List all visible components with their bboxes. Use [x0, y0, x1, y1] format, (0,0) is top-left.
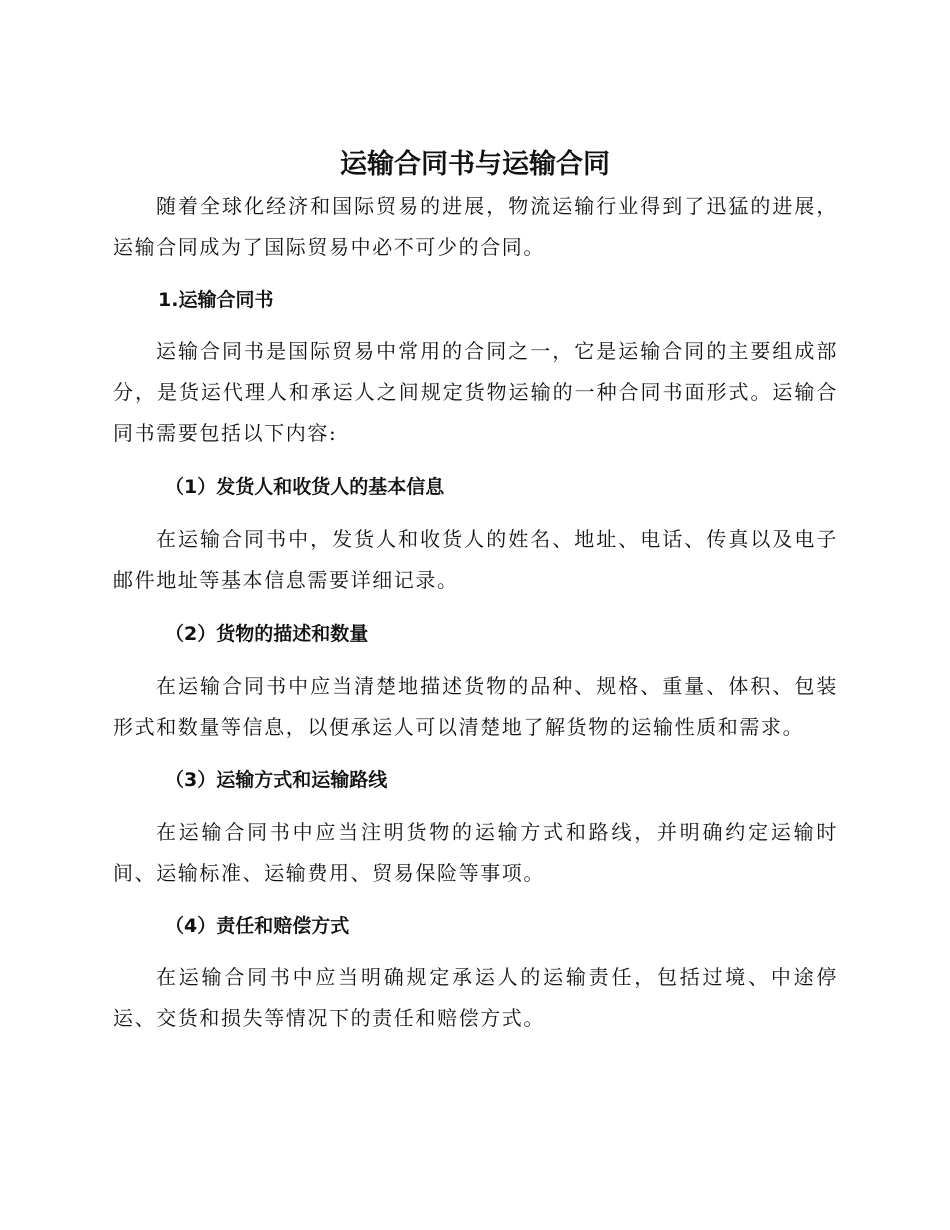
- item-2-paragraph: 在运输合同书中应当清楚地描述货物的品种、规格、重量、体积、包装形式和数量等信息，以便承运人可以清楚地了解货物的运输性质和需求。: [113, 674, 838, 739]
- section-heading: 1.运输合同书: [158, 289, 274, 311]
- item-1-heading: （1）发货人和收货人的基本信息: [165, 476, 445, 498]
- item-3-heading: （3）运输方式和运输路线: [165, 769, 388, 791]
- item-3-paragraph: 在运输合同书中应当注明货物的运输方式和路线，并明确约定运输时间、运输标准、运输费用、贸易保险等事项。: [113, 820, 838, 885]
- document-title: 运输合同书与运输合同: [340, 149, 610, 180]
- intro-paragraph: 随着全球化经济和国际贸易的进展，物流运输行业得到了迅猛的进展，运输合同成为了国际贸易中必不可少的合同。: [113, 194, 838, 259]
- section-paragraph: 运输合同书是国际贸易中常用的合同之一，它是运输合同的主要组成部分，是货运代理人和承运人之间规定货物运输的一种合同书面形式。运输合同书需要包括以下内容:: [113, 339, 838, 445]
- item-2-heading: （2）货物的描述和数量: [165, 623, 369, 645]
- item-4-heading: （4）责任和赔偿方式: [165, 915, 350, 937]
- item-4-paragraph: 在运输合同书中应当明确规定承运人的运输责任，包括过境、中途停运、交货和损失等情况下的责任和赔偿方式。: [113, 965, 838, 1030]
- item-1-paragraph: 在运输合同书中，发货人和收货人的姓名、地址、电话、传真以及电子邮件地址等基本信息需要详细记录。: [113, 527, 838, 592]
